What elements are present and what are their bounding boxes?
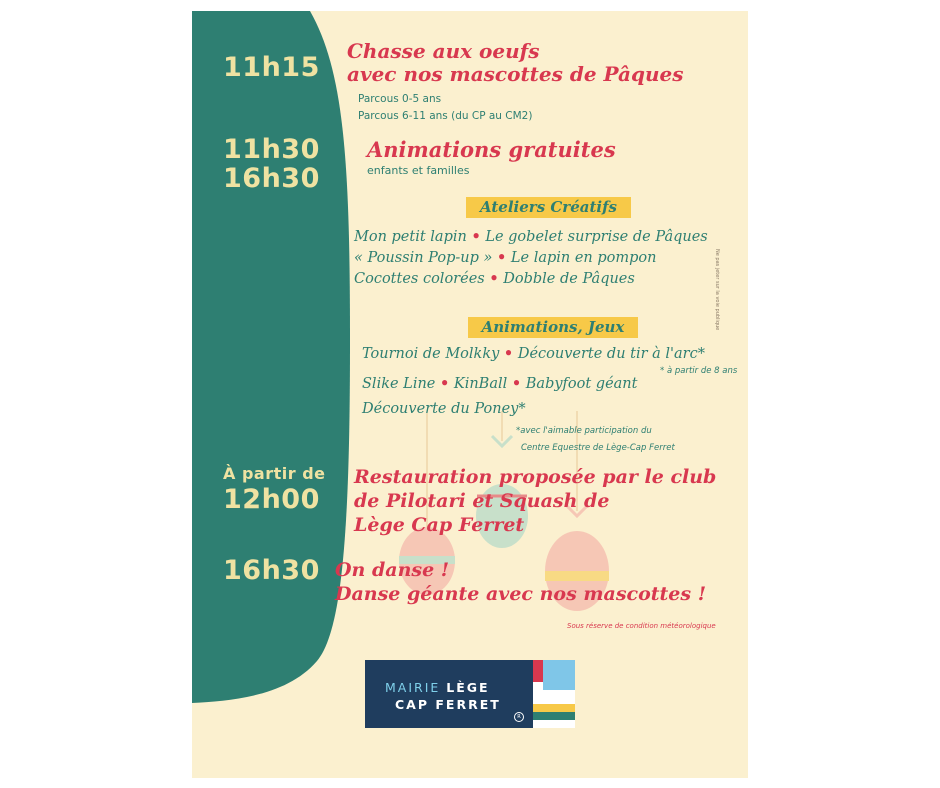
restauration-line3: Lège Cap Ferret	[354, 514, 525, 536]
jeux-line3: Découverte du Poney*	[362, 401, 526, 417]
time-11h15: 11h15	[223, 52, 320, 83]
danse-line2: Danse géante avec nos mascottes !	[335, 583, 707, 605]
jeux-line2	[362, 375, 637, 392]
restauration-line2: de Pilotari et Squash de	[354, 490, 610, 512]
parcours-0-5: Parcous 0-5 ans	[358, 93, 442, 105]
bullet: •	[503, 345, 514, 362]
atelier-item: Dobble de Pâques	[503, 271, 635, 287]
time-16h30-a: 16h30	[223, 163, 320, 194]
ateliers-line1	[354, 228, 708, 245]
jeux-item: Découverte du tir à l'arc*	[517, 346, 705, 362]
ateliers-line2	[354, 249, 656, 266]
logo-lege: LÈGE	[446, 680, 490, 695]
chasse-title-line1: Chasse aux oeufs	[347, 39, 540, 63]
logo-box	[365, 660, 533, 728]
note-participation-2: Centre Equestre de Lège-Cap Ferret	[521, 443, 675, 453]
note-age: * à partir de 8 ans	[660, 366, 738, 376]
registered-mark: R	[514, 712, 524, 722]
atelier-item: Mon petit lapin	[354, 229, 467, 245]
jeux-band: Animations, Jeux	[468, 317, 638, 338]
logo-mairie: MAIRIE	[385, 680, 441, 695]
time-12h00: 12h00	[223, 484, 320, 515]
animations-sub: enfants et familles	[367, 164, 470, 177]
time-a-partir-de: À partir de	[223, 464, 326, 483]
mairie-logo	[365, 660, 575, 728]
ateliers-band: Ateliers Créatifs	[466, 197, 631, 218]
jeux-item: Babyfoot géant	[525, 376, 638, 392]
logo-line1	[385, 680, 490, 695]
atelier-item: Cocottes colorées	[354, 271, 485, 287]
animations-gratuites-title: Animations gratuites	[367, 137, 616, 162]
logo-line2: CAP FERRET	[395, 697, 501, 712]
jeux-item: KinBall	[453, 376, 508, 392]
restauration-line1: Restauration proposée par le club	[354, 466, 717, 488]
atelier-item: Le lapin en pompon	[510, 250, 657, 266]
jeux-line1	[362, 345, 705, 362]
bullet: •	[439, 375, 450, 392]
note-participation-1: *avec l'aimable participation du	[516, 426, 652, 436]
logo-color-blocks	[533, 660, 575, 728]
bullet: •	[489, 270, 499, 287]
chasse-title-line2: avec nos mascottes de Pâques	[347, 62, 684, 86]
ateliers-line3	[354, 270, 635, 287]
meteo-note: Sous réserve de condition météorologique	[567, 622, 716, 630]
time-16h30-b: 16h30	[223, 555, 320, 586]
bullet: •	[496, 249, 507, 266]
bullet: •	[471, 228, 481, 245]
parcours-6-11: Parcous 6-11 ans (du CP au CM2)	[358, 110, 533, 122]
time-11h30: 11h30	[223, 134, 320, 165]
atelier-item: Le gobelet surprise de Pâques	[485, 229, 708, 245]
bullet: •	[511, 375, 522, 392]
atelier-item: « Poussin Pop-up »	[354, 250, 493, 266]
vertical-note: Ne pas jeter sur la voie publique	[714, 249, 720, 331]
jeux-item: Slike Line	[362, 376, 436, 392]
poster	[192, 11, 748, 778]
danse-line1: On danse !	[335, 559, 450, 581]
jeux-item: Tournoi de Molkky	[362, 346, 500, 362]
